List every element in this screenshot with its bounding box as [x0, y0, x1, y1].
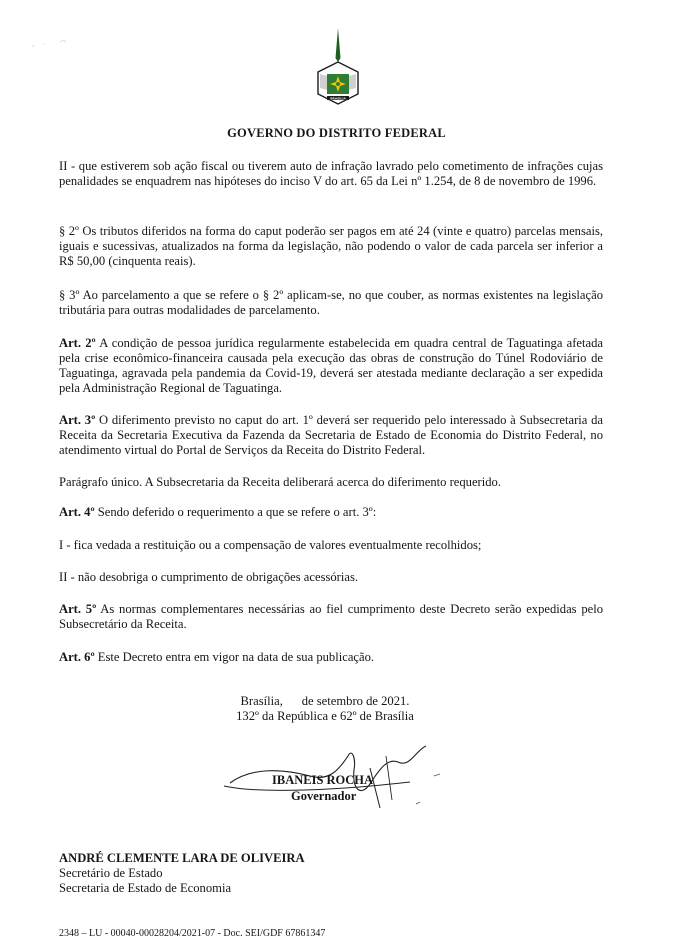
cosigner-block [59, 851, 305, 896]
date-line: Brasília, de setembro de 2021. [240, 694, 410, 708]
cosigner-role: Secretário de Estado [59, 866, 163, 880]
article-label: Art. 2º [59, 336, 96, 350]
era-line: 132º da República e 62º de Brasília [236, 709, 414, 723]
paragraph-item-i: I - fica vedada a restituição ou a compensação de valores eventualmente recolhidos; [59, 538, 482, 552]
page-title: GOVERNO DO DISTRITO FEDERAL [227, 126, 446, 140]
article-label: Art. 6º [59, 650, 95, 664]
article-text: A condição de pessoa jurídica regularmente estabelecida em quadra central de Taguatinga afetada pela crise econômico-financeira causada pela execução das obras de construção do Túnel Rodoviário de Taguatinga, agravada pela pandemia da Covid-19, deverá ser atestada mediante declaração a ser expedida pela Administração Regional de Taguatinga. [59, 336, 603, 395]
emblem-banner-text: BRASÍLIA [330, 96, 346, 101]
paragraph-art-6 [59, 650, 603, 665]
paragraph-art-5 [59, 602, 603, 632]
paragraph-art-3 [59, 413, 603, 458]
article-text: As normas complementares necessárias ao fiel cumprimento deste Decreto serão expedidas pelo Subsecretário da Receita. [59, 602, 603, 631]
brasilia-coat-of-arms-icon [315, 28, 361, 106]
paragraph-par-3: § 3º Ao parcelamento a que se refere o § 2º aplicam-se, no que couber, as normas existentes na legislação tributária para outras modalidades de parcelamento. [59, 288, 603, 317]
signer-name: IBANEIS ROCHA [272, 773, 374, 787]
paragraph-inciso-ii: II - que estiverem sob ação fiscal ou tiverem auto de infração lavrado pelo cometimento de infrações cujas penalidades se enquadrem nas hipóteses do inciso V do art. 65 da Lei nº 1.254, de 8 de novembro de 1996. [59, 159, 603, 188]
signer-role: Governador [291, 789, 357, 803]
article-text: Este Decreto entra em vigor na data de sua publicação. [94, 650, 375, 664]
paragraph-art-2 [59, 336, 603, 396]
article-text: Sendo deferido o requerimento a que se refere o art. 3º: [94, 505, 377, 519]
cosigner-department: Secretaria de Estado de Economia [59, 881, 232, 895]
paragraph-par-2: § 2º Os tributos diferidos na forma do caput poderão ser pagos em até 24 (vinte e quatro) parcelas mensais, iguais e sucessivas, atualizados na forma da legislação, não podendo o valor de cada parcela ser inferior a R$ 50,00 (cinquenta reais). [59, 224, 603, 268]
paragraph-art-4 [59, 505, 603, 520]
document-reference: 2348 – LU - 00040-00028204/2021-07 - Doc. SEI/GDF 67861347 [59, 928, 326, 939]
paragraph-paragrafo-unico: Parágrafo único. A Subsecretaria da Receita deliberará acerca do diferimento requerido. [59, 475, 501, 489]
article-label: Art. 5º [59, 602, 97, 616]
article-text: O diferimento previsto no caput do art. 1º deverá ser requerido pelo interessado à Subsecretaria da Receita da Secretaria Executiva da Fazenda da Secretaria de Estado de Economia do Distrito Federal, no atendimento virtual do Portal de Serviços da Receita do Distrito Federal. [59, 413, 603, 457]
article-label: Art. 4º [59, 505, 95, 519]
article-label: Art. 3º [59, 413, 96, 427]
paragraph-item-ii: II - não desobriga o cumprimento de obrigações acessórias. [59, 570, 358, 584]
cosigner-name: ANDRÉ CLEMENTE LARA DE OLIVEIRA [59, 851, 305, 865]
scan-marks [30, 38, 70, 50]
